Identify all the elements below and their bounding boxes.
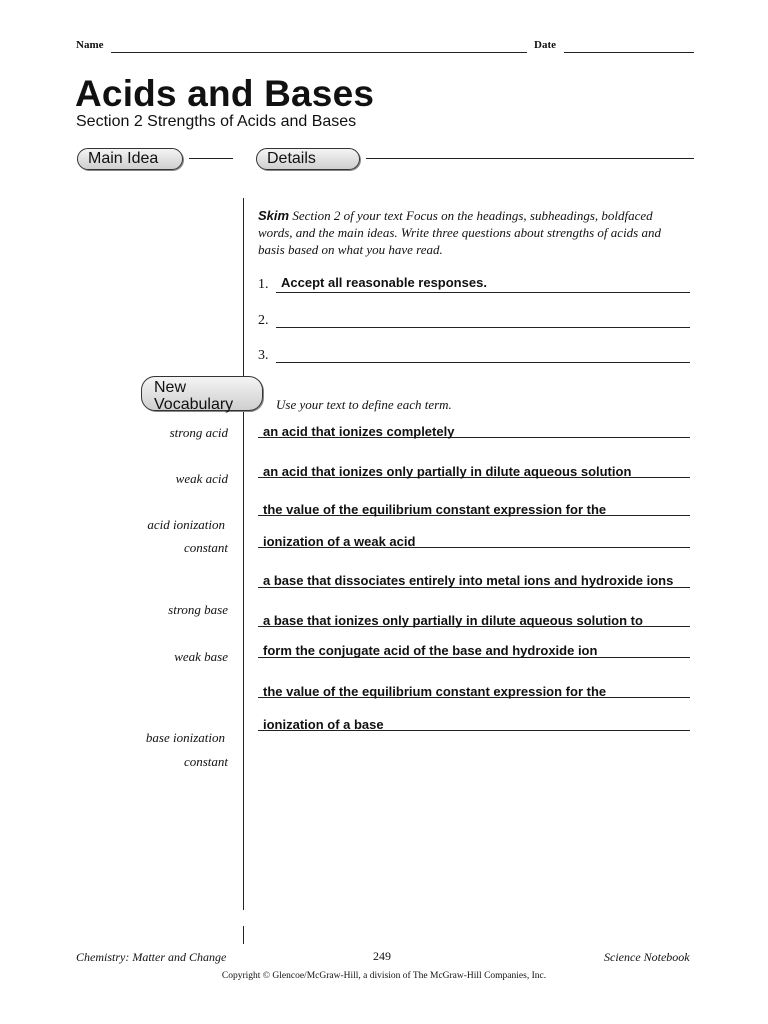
question-number: 1. <box>258 277 269 292</box>
question-number: 2. <box>258 313 269 328</box>
details-label: Details <box>267 150 316 167</box>
page-number: 249 <box>373 949 391 963</box>
question-number: 3. <box>258 348 269 363</box>
answer-base-ionization-1: the value of the equilibrium constant expression for the <box>263 684 607 699</box>
date-label: Date <box>534 39 556 51</box>
answer-strong-acid: an acid that ionizes completely <box>263 424 455 439</box>
answer-base-ionization-2: ionization of a base <box>263 717 384 732</box>
page-title: Acids and Bases <box>75 73 375 114</box>
term-acid-ionization-constant: constant <box>183 540 228 555</box>
term-weak-acid: weak acid <box>175 471 228 486</box>
term-strong-acid: strong acid <box>169 425 228 440</box>
answer-strong-base: a base that dissociates entirely into metal ions and hydroxide ions <box>263 573 674 588</box>
details-rule <box>366 158 694 159</box>
column-divider <box>243 198 244 910</box>
answer-weak-base-1: a base that ionizes only partially in dilute aqueous solution to <box>263 613 643 628</box>
vocab-tab-line-1: New <box>154 379 187 396</box>
term-weak-base: weak base <box>174 649 228 664</box>
answer-acid-ionization-2: ionization of a weak acid <box>263 534 416 549</box>
name-field[interactable] <box>111 52 527 53</box>
skim-lead: Skim <box>258 208 290 223</box>
copyright: Copyright © Glencoe/McGraw-Hill, a division of The McGraw-Hill Companies, Inc. <box>221 971 547 981</box>
details-tab <box>256 148 360 170</box>
answer-weak-acid: an acid that ionizes only partially in dilute aqueous solution <box>263 464 632 479</box>
date-field[interactable] <box>564 52 694 53</box>
vocab-tab-line-2: Vocabulary <box>154 396 234 413</box>
new-vocabulary-tab <box>141 376 263 411</box>
answer-acid-ionization-1: the value of the equilibrium constant expression for the <box>263 502 607 517</box>
main-idea-rule <box>189 158 233 159</box>
question-1-line[interactable] <box>276 292 690 293</box>
term-acid-ionization: acid ionization <box>147 517 225 532</box>
question-2-line[interactable] <box>276 327 690 328</box>
skim-instructions <box>258 207 668 258</box>
term-base-ionization: base ionization <box>145 730 225 745</box>
footer-book-title: Chemistry: Matter and Change <box>76 950 227 964</box>
skim-text: Section 2 of your text Focus on the headings, subheadings, boldfaced words, and the main ideas. Write three questions about strengths of acids and basis based on what you have read. <box>258 208 661 257</box>
question-3-line[interactable] <box>276 362 690 363</box>
answer-weak-base-2: form the conjugate acid of the base and hydroxide ion <box>263 643 598 658</box>
column-divider-tail <box>243 926 244 944</box>
section-subtitle: Section 2 Strengths of Acids and Bases <box>76 113 357 130</box>
term-base-ionization-constant: constant <box>183 754 228 769</box>
term-strong-base: strong base <box>168 602 228 617</box>
vocab-instruction: Use your text to define each term. <box>276 397 452 412</box>
question-1-answer: Accept all reasonable responses. <box>281 275 487 290</box>
footer-notebook: Science Notebook <box>604 950 690 964</box>
name-label: Name <box>76 39 104 51</box>
main-idea-tab <box>77 148 183 170</box>
main-idea-label: Main Idea <box>88 150 159 167</box>
